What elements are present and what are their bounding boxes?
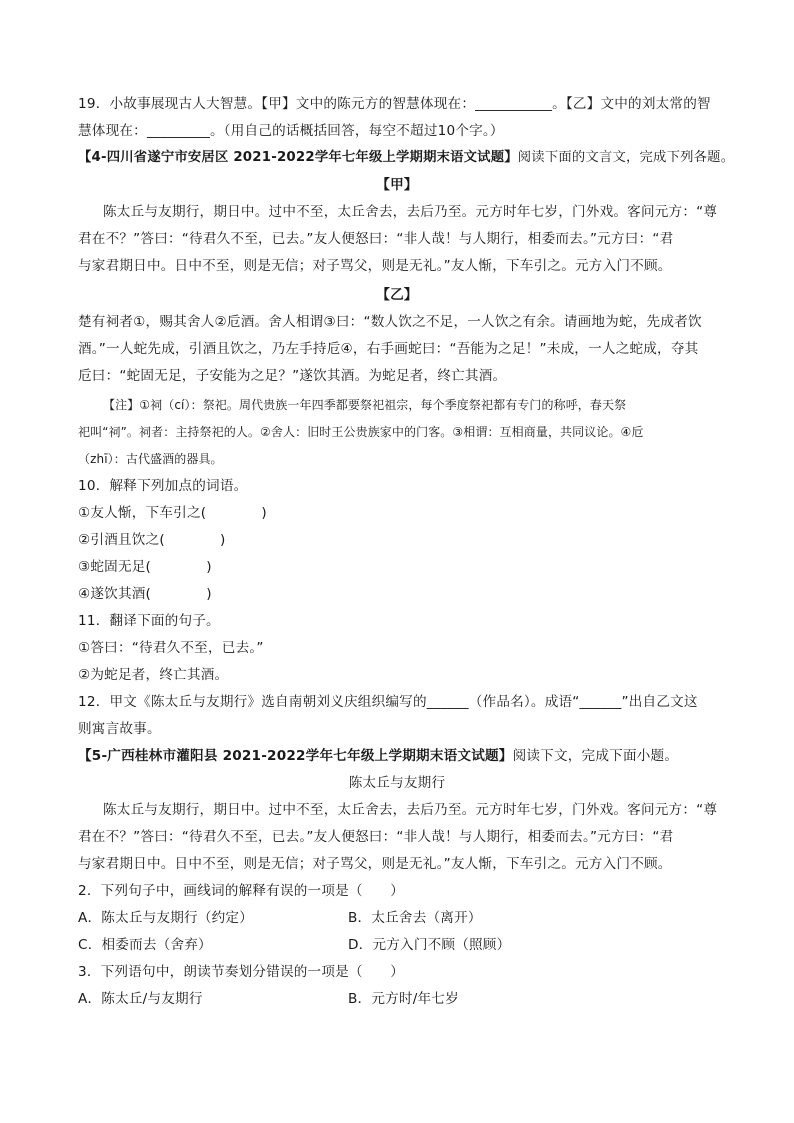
question-10-item: ①友人惭，下车引之( ) [78, 505, 267, 521]
passage-yi-line: 楚有祠者①，赐其舍人②卮酒。舍人相谓③曰：“数人饮之不足，一人饮之有余。请画地为蛇，先成者饮 [78, 314, 702, 330]
section-4-header [78, 148, 734, 168]
question-3: 3．下列语句中，朗读节奏划分错误的一项是（ ） [78, 964, 405, 980]
question-10-item: ④遂饮其酒( ) [78, 586, 212, 602]
option-c: C．相委而去（舍弃） [78, 937, 212, 953]
question-11: 11．翻译下面的句子。 [78, 613, 220, 629]
option-b: B．元方时/年七岁 [348, 991, 459, 1007]
option-b: B．太丘舍去（离开） [348, 910, 482, 926]
annotation-line: 【注】①祠（cí）：祭祀。周代贵族一年四季都要祭祀祖宗，每个季度祭祀都有专门的称呼，春天祭 [103, 398, 627, 412]
section-4-source: 【4-四川省遂宁市安居区 2021-2022学年七年级上学期期末语文试题】 [78, 150, 518, 165]
passage-jia-label: 【甲】 [376, 177, 418, 193]
question-11-item: ②为蛇足者，终亡其酒。 [78, 667, 229, 683]
question-10: 10．解释下列加点的词语。 [78, 478, 248, 494]
question-2: 2．下列句子中，画线词的解释有误的一项是（ ） [78, 883, 405, 899]
option-a: A．陈太丘/与友期行 [78, 991, 203, 1007]
passage-line: 君在不？”答曰：“待君久不至，已去。”友人便怒曰：“非人哉！与人期行，相委而去。”元方曰：“君 [78, 829, 674, 845]
question-10-item: ②引酒且饮之( ) [78, 532, 226, 548]
question-10-item: ③蛇固无足( ) [78, 559, 212, 575]
passage-jia-line: 与家君期日中。日中不至，则是无信；对子骂父，则是无礼。”友人惭，下车引之。元方入门不顾。 [78, 258, 672, 274]
passage-jia-line: 君在不？”答曰：“待君久不至，已去。”友人便怒曰：“非人哉！与人期行，相委而去。”元方曰：“君 [78, 231, 674, 247]
passage-yi-line: 卮曰：“蛇固无足，子安能为之足？”遂饮其酒。为蛇足者，终亡其酒。 [78, 368, 507, 384]
passage-line: 与家君期日中。日中不至，则是无信；对子骂父，则是无礼。”友人惭，下车引之。元方入门不顾。 [78, 856, 672, 872]
passage-yi-label: 【乙】 [376, 287, 418, 303]
passage-line: 陈太丘与友期行，期日中。过中不至，太丘舍去，去后乃至。元方时年七岁，门外戏。客问元方：“尊 [103, 802, 718, 818]
question-11-item: ①答曰：“待君久不至，已去。” [78, 640, 264, 656]
passage-title: 陈太丘与友期行 [348, 775, 446, 791]
question-12-line-2: 则寓言故事。 [78, 721, 161, 737]
question-19-line-1: 19．小故事展现古人大智慧。【甲】文中的陈元方的智慧体现在：___________。【乙】文中的刘太常的智 [78, 96, 711, 112]
option-a: A．陈太丘与友期行（约定） [78, 910, 254, 926]
passage-jia-line: 陈太丘与友期行，期日中。过中不至，太丘舍去，去后乃至。元方时年七岁，门外戏。客问元方：“尊 [103, 204, 718, 220]
question-12-line-1: 12．甲文《陈太丘与友期行》选自南朝刘义庆组织编写的______（作品名）。成语“______”出自乙文这 [78, 694, 698, 710]
section-4-instruction: 阅读下面的文言文，完成下列各题。 [517, 150, 735, 165]
option-d: D．元方入门不顾（照顾） [348, 937, 511, 953]
annotation-line: 祀叫“祠”。祠者：主持祭祀的人。②舍人：旧时王公贵族家中的门客。③相谓：互相商量，共同议论。④卮 [78, 425, 644, 439]
passage-yi-line: 酒。”一人蛇先成，引酒且饮之，乃左手持卮④，右手画蛇曰：“吾能为之足！”未成，一人之蛇成，夺其 [78, 341, 699, 357]
annotation-line: （zhī）：古代盛酒的器具。 [78, 452, 223, 466]
section-5-source: 【5-广西桂林市灌阳县 2021-2022学年七年级上学期期末语文试题】 [78, 748, 513, 764]
section-5-instruction: 阅读下文，完成下面小题。 [512, 748, 679, 764]
question-19-line-2: 慧体现在：_________。（用自己的话概括回答，每空不超过10个字。） [78, 123, 504, 139]
section-5-header [78, 746, 678, 766]
